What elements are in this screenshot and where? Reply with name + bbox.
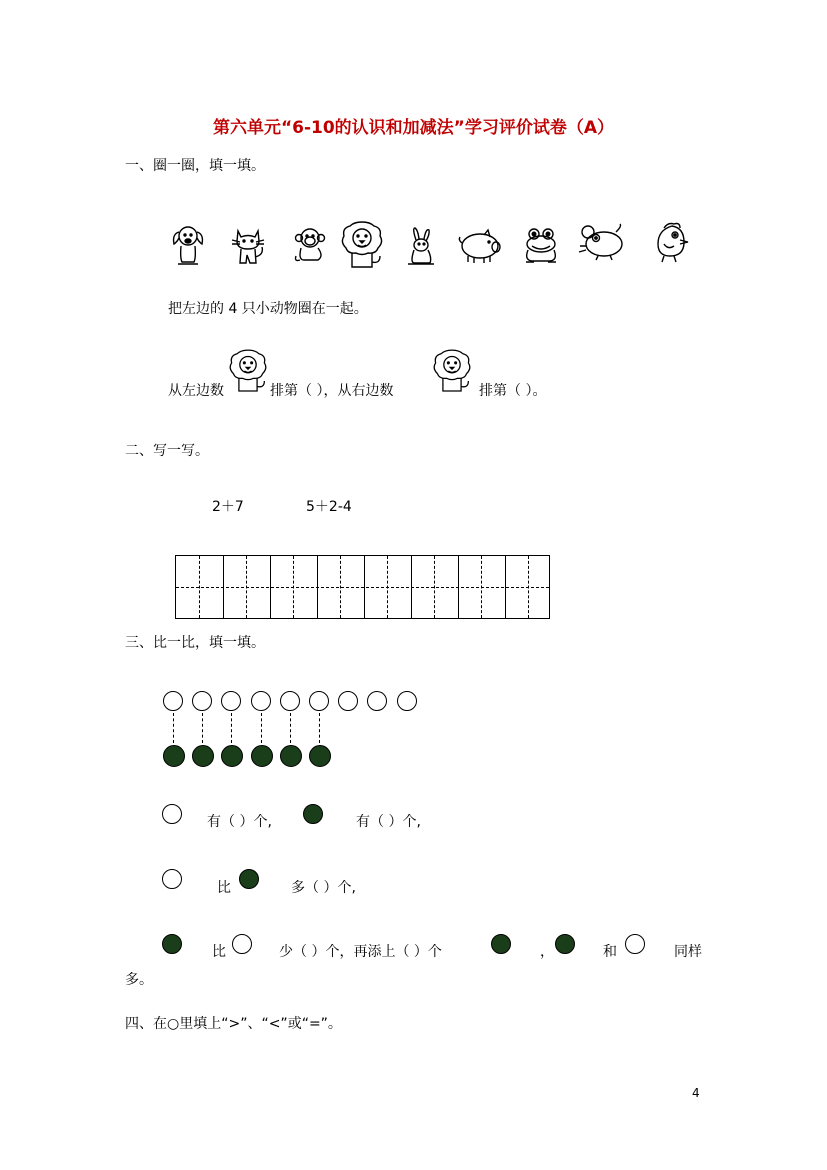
grid-cell-divider	[317, 556, 318, 618]
grid-midline	[176, 587, 549, 588]
section4-heading: 四、在○里填上“>”、“<”或“=”。	[125, 1016, 342, 1032]
grid-dashed-line	[293, 556, 294, 618]
line3-text-e: 同样	[674, 944, 702, 960]
dog-icon	[168, 222, 208, 266]
open-circle-icon	[232, 934, 252, 954]
filled-circle-icon	[163, 745, 185, 767]
open-circle-icon	[397, 691, 417, 711]
match-dash-line	[290, 713, 291, 743]
line2-text-a: 比	[217, 880, 231, 896]
match-dash-line	[231, 713, 232, 743]
line3-text-d: 和	[603, 944, 617, 960]
expression-1: 2＋7	[212, 499, 244, 515]
grid-cell-divider	[458, 556, 459, 618]
grid-cell-divider	[364, 556, 365, 618]
filled-circle-icon	[239, 869, 259, 889]
grid-cell-divider	[505, 556, 506, 618]
grid-dashed-line	[528, 556, 529, 618]
grid-dashed-line	[340, 556, 341, 618]
open-circle-icon	[162, 804, 182, 824]
cat-icon	[228, 225, 268, 267]
line1-text-a: 有（ ）个,	[207, 814, 272, 830]
filled-circle-icon	[555, 934, 575, 954]
lion-icon	[340, 220, 384, 270]
grid-cell-divider	[270, 556, 271, 618]
filled-circle-icon	[162, 934, 182, 954]
open-circle-icon	[221, 691, 241, 711]
section1-instruction: 把左边的 4 只小动物圈在一起。	[168, 301, 368, 317]
section2-heading: 二、写一写。	[125, 443, 209, 459]
monkey-icon	[290, 226, 330, 264]
q1-left-text: 从左边数	[168, 383, 224, 399]
filled-circle-icon	[303, 804, 323, 824]
open-circle-icon	[280, 691, 300, 711]
grid-dashed-line	[434, 556, 435, 618]
line3-text-f: 多。	[125, 972, 153, 988]
pig-icon	[456, 228, 502, 266]
page-number: 4	[692, 1086, 700, 1100]
section3-heading: 三、比一比，填一填。	[125, 635, 265, 651]
lion-icon	[432, 348, 472, 394]
match-dash-line	[319, 713, 320, 743]
page-title: 第六单元“6-10的认识和加减法”学习评价试卷（A）	[212, 118, 615, 138]
filled-circle-icon	[221, 745, 243, 767]
filled-circle-icon	[251, 745, 273, 767]
writing-grid[interactable]	[175, 555, 550, 619]
grid-cell-divider	[223, 556, 224, 618]
line1-text-b: 有（ ）个,	[356, 814, 421, 830]
filled-circle-icon	[309, 745, 331, 767]
open-circle-icon	[251, 691, 271, 711]
rabbit-icon	[402, 226, 438, 266]
open-circle-icon	[162, 869, 182, 889]
line2-text-b: 多（ ）个,	[291, 880, 356, 896]
q1-middle-text: 排第（ ），从右边数	[270, 383, 394, 399]
line3-text-c: ，	[540, 944, 554, 960]
open-circle-icon	[625, 934, 645, 954]
chick-icon	[650, 220, 692, 264]
filled-circle-icon	[192, 745, 214, 767]
line3-text-b: 少（ ）个，再添上（ ）个	[279, 944, 442, 960]
q1-right-text: 排第（ ）。	[479, 383, 547, 399]
filled-circle-icon	[491, 934, 511, 954]
mouse-icon	[576, 222, 626, 262]
section1-heading: 一、圈一圈，填一填。	[125, 158, 265, 174]
frog-icon	[520, 226, 562, 266]
grid-dashed-line	[199, 556, 200, 618]
match-dash-line	[202, 713, 203, 743]
expression-2: 5＋2-4	[306, 499, 352, 515]
filled-circle-icon	[280, 745, 302, 767]
match-dash-line	[173, 713, 174, 743]
grid-dashed-line	[387, 556, 388, 618]
open-circle-icon	[192, 691, 212, 711]
lion-icon	[228, 348, 268, 394]
grid-dashed-line	[481, 556, 482, 618]
open-circle-icon	[367, 691, 387, 711]
grid-cell-divider	[411, 556, 412, 618]
open-circle-icon	[163, 691, 183, 711]
open-circle-icon	[309, 691, 329, 711]
grid-dashed-line	[246, 556, 247, 618]
line3-text-a: 比	[212, 944, 226, 960]
open-circle-icon	[338, 691, 358, 711]
match-dash-line	[261, 713, 262, 743]
